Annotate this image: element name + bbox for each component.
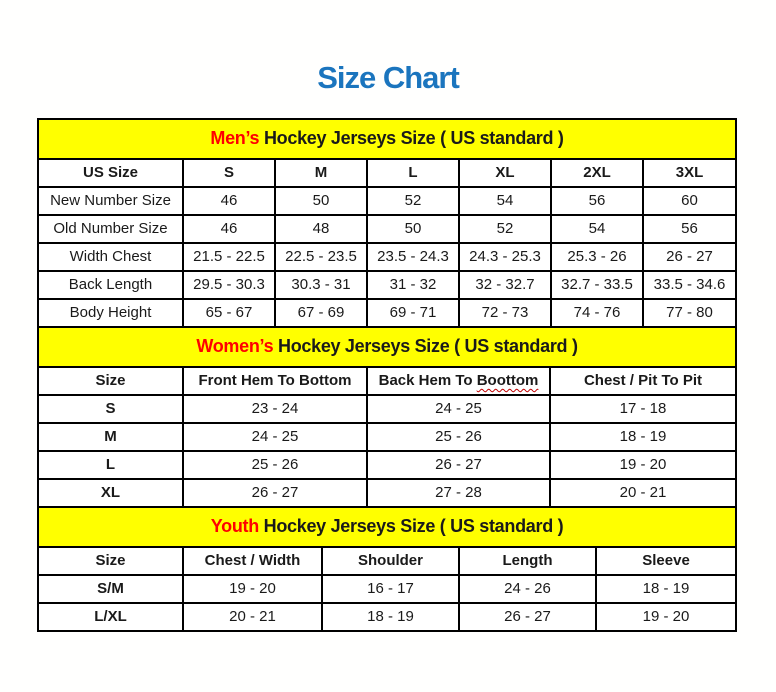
table-row [38,299,736,327]
row-label: Body Height [38,299,183,327]
value-cell: 18 - 19 [596,575,736,603]
value-cell: 60 [643,187,736,215]
row-label: Width Chest [38,243,183,271]
value-cell: 20 - 21 [550,479,736,507]
value-cell: 24 - 25 [367,395,550,423]
value-cell: 21.5 - 22.5 [183,243,275,271]
header-cell: L [367,159,459,187]
value-cell: 33.5 - 34.6 [643,271,736,299]
womens-band-rest: Hockey Jerseys Size ( US standard ) [273,336,578,357]
row-label: M [38,423,183,451]
table-row [38,243,736,271]
table-row [38,423,736,451]
header-cell: US Size [38,159,183,187]
value-cell: 25 - 26 [367,423,550,451]
value-cell: 32.7 - 33.5 [551,271,643,299]
row-label: New Number Size [38,187,183,215]
value-cell: 52 [459,215,551,243]
value-cell: 22.5 - 23.5 [275,243,367,271]
mens-band-rest: Hockey Jerseys Size ( US standard ) [259,128,564,149]
value-cell: 19 - 20 [596,603,736,631]
mens-size-table [37,118,737,328]
header-cell: Shoulder [322,547,459,575]
womens-band-title [38,327,736,367]
youth-band-rest: Hockey Jerseys Size ( US standard ) [258,516,564,537]
table-row [38,603,736,631]
header-cell: Length [459,547,596,575]
table-row [38,215,736,243]
value-cell: 31 - 32 [367,271,459,299]
value-cell: 19 - 20 [183,575,322,603]
header-cell: Size [38,547,183,575]
table-row [38,575,736,603]
header-cell: Chest / Width [183,547,322,575]
youth-section-band [38,507,736,547]
mens-band-title [38,119,736,159]
row-label: L/XL [38,603,183,631]
value-cell: 46 [183,215,275,243]
value-cell: 26 - 27 [643,243,736,271]
value-cell: 32 - 32.7 [459,271,551,299]
value-cell: 77 - 80 [643,299,736,327]
value-cell: 72 - 73 [459,299,551,327]
header-cell: Size [38,367,183,395]
header-text: Back Hem To [378,371,477,389]
value-cell: 54 [551,215,643,243]
row-label: Old Number Size [38,215,183,243]
value-cell: 65 - 67 [183,299,275,327]
value-cell: 16 - 17 [322,575,459,603]
womens-section-band [38,327,736,367]
table-row [38,479,736,507]
womens-band-accent: Women’s [196,336,274,357]
header-cell: Sleeve [596,547,736,575]
youth-size-table [37,506,737,632]
value-cell: 56 [551,187,643,215]
value-cell: 20 - 21 [183,603,322,631]
value-cell: 26 - 27 [183,479,367,507]
value-cell: 24.3 - 25.3 [459,243,551,271]
value-cell: 30.3 - 31 [275,271,367,299]
row-label: L [38,451,183,479]
misspelled-word: Boottom [476,371,539,389]
value-cell: 23.5 - 24.3 [367,243,459,271]
mens-band-accent: Men’s [210,128,260,149]
row-label: XL [38,479,183,507]
value-cell: 27 - 28 [367,479,550,507]
header-cell: 2XL [551,159,643,187]
value-cell: 24 - 26 [459,575,596,603]
value-cell: 18 - 19 [322,603,459,631]
value-cell: 17 - 18 [550,395,736,423]
value-cell: 29.5 - 30.3 [183,271,275,299]
header-cell: M [275,159,367,187]
value-cell: 23 - 24 [183,395,367,423]
value-cell: 24 - 25 [183,423,367,451]
value-cell: 18 - 19 [550,423,736,451]
youth-band-accent: Youth [210,516,259,537]
value-cell: 69 - 71 [367,299,459,327]
value-cell: 54 [459,187,551,215]
value-cell: 74 - 76 [551,299,643,327]
youth-header-row [38,547,736,575]
header-cell [367,367,550,395]
header-cell: Chest / Pit To Pit [550,367,736,395]
value-cell: 67 - 69 [275,299,367,327]
row-label: Back Length [38,271,183,299]
header-cell: Front Hem To Bottom [183,367,367,395]
header-cell: 3XL [643,159,736,187]
table-row [38,271,736,299]
value-cell: 50 [367,215,459,243]
mens-section-band [38,119,736,159]
value-cell: 25.3 - 26 [551,243,643,271]
value-cell: 26 - 27 [459,603,596,631]
mens-header-row [38,159,736,187]
table-row [38,187,736,215]
value-cell: 50 [275,187,367,215]
value-cell: 52 [367,187,459,215]
header-cell: XL [459,159,551,187]
value-cell: 19 - 20 [550,451,736,479]
header-cell: S [183,159,275,187]
value-cell: 56 [643,215,736,243]
size-chart-tables [37,118,735,632]
table-row [38,395,736,423]
value-cell: 46 [183,187,275,215]
womens-header-row [38,367,736,395]
row-label: S [38,395,183,423]
womens-size-table [37,326,737,508]
table-row [38,451,736,479]
value-cell: 48 [275,215,367,243]
youth-band-title [38,507,736,547]
value-cell: 26 - 27 [367,451,550,479]
page-title: Size Chart [317,60,459,95]
row-label: S/M [38,575,183,603]
value-cell: 25 - 26 [183,451,367,479]
